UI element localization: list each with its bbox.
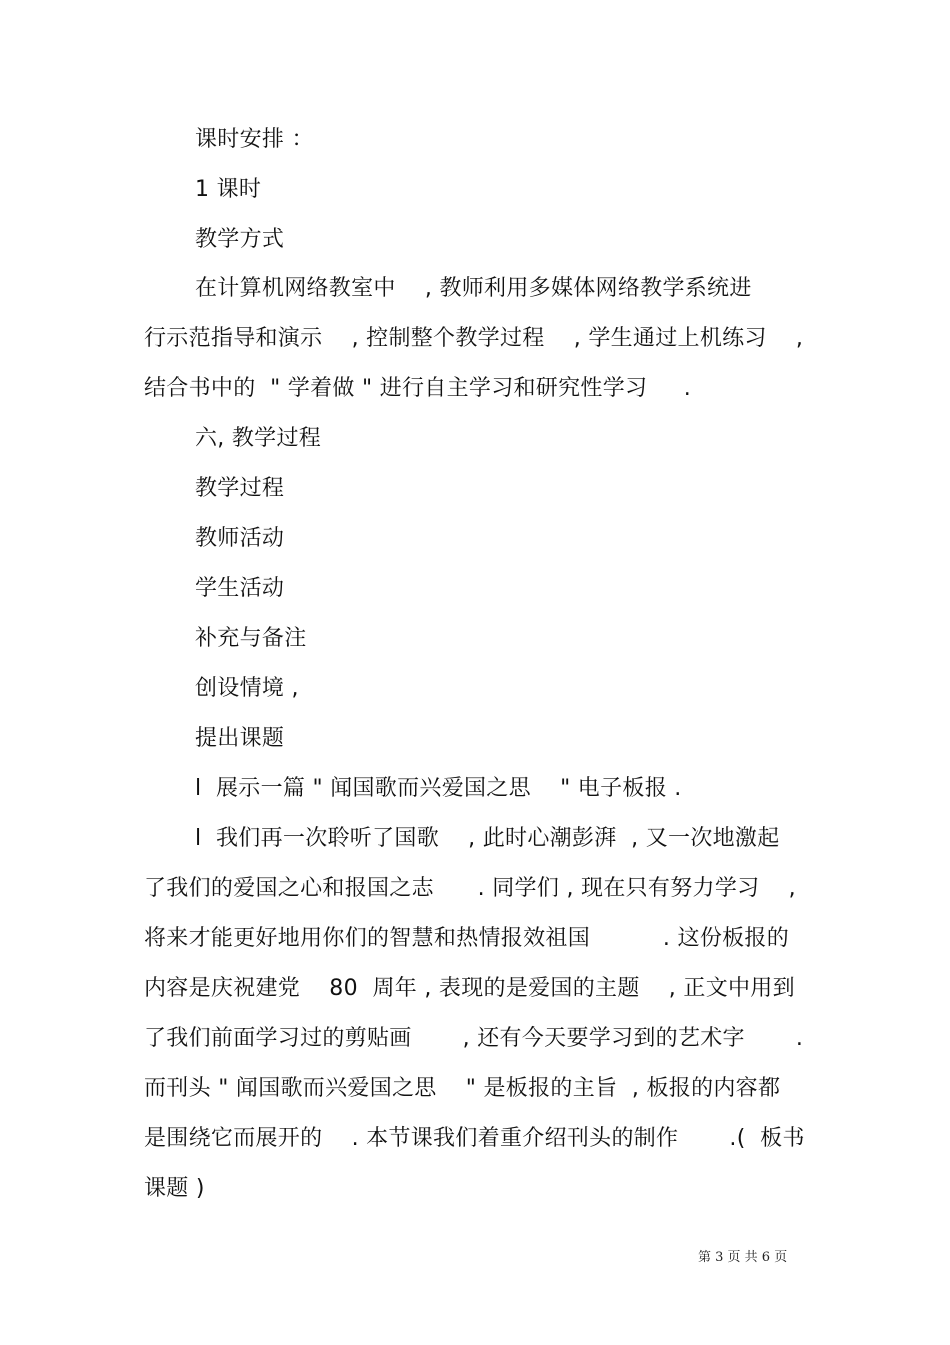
text-line-present-topic: 提出课题 — [195, 726, 285, 751]
text-line-create-context: 创设情境 , — [195, 676, 299, 701]
text-line-schedule-value: 1 课时 — [195, 177, 262, 202]
text-line-method-paragraph-1: 在计算机网络教室中 , 教师利用多媒体网络教学系统进 — [195, 276, 752, 301]
text-line-paragraph-cont-6: 是围绕它而展开的 . 本节课我们着重介绍刊头的制作 .( 板书 — [144, 1126, 805, 1151]
text-line-paragraph-cont-3: 内容是庆祝建党 80 周年 , 表现的是爱国的主题 , 正文中用到 — [144, 976, 795, 1001]
text-line-paragraph-cont-2: 将来才能更好地用你们的智慧和热情报效祖国 . 这份板报的 — [144, 926, 790, 951]
text-line-bullet-2: l 我们再一次聆听了国歌 , 此时心潮彭湃 , 又一次地激起 — [195, 826, 780, 851]
text-line-student-activity: 学生活动 — [195, 576, 285, 601]
text-line-bullet-1: l 展示一篇 " 闻国歌而兴爱国之思 " 电子板报 . — [195, 776, 682, 801]
text-line-teaching-process: 教学过程 — [195, 476, 285, 501]
text-line-paragraph-cont-5: 而刊头 " 闻国歌而兴爱国之思 " 是板报的主旨 , 板报的内容都 — [144, 1076, 781, 1101]
text-line-section-six: 六, 教学过程 — [195, 426, 322, 451]
text-line-method-heading: 教学方式 — [195, 227, 285, 252]
page-number-footer: 第 3 页 共 6 页 — [698, 1250, 788, 1265]
text-line-method-paragraph-3: 结合书中的 " 学着做 " 进行自主学习和研究性学习 . — [144, 376, 692, 401]
text-line-notes: 补充与备注 — [195, 626, 307, 651]
text-line-paragraph-cont-1: 了我们的爱国之心和报国之志 . 同学们 , 现在只有努力学习 , — [144, 876, 796, 901]
text-line-teacher-activity: 教师活动 — [195, 526, 285, 551]
text-line-paragraph-cont-7: 课题 ) — [144, 1176, 205, 1201]
text-line-schedule-heading: 课时安排 ： — [195, 127, 314, 152]
text-line-method-paragraph-2: 行示范指导和演示 , 控制整个教学过程 , 学生通过上机练习 , — [144, 326, 804, 351]
text-line-paragraph-cont-4: 了我们前面学习过的剪贴画 , 还有今天要学习到的艺术字 . — [144, 1026, 804, 1051]
